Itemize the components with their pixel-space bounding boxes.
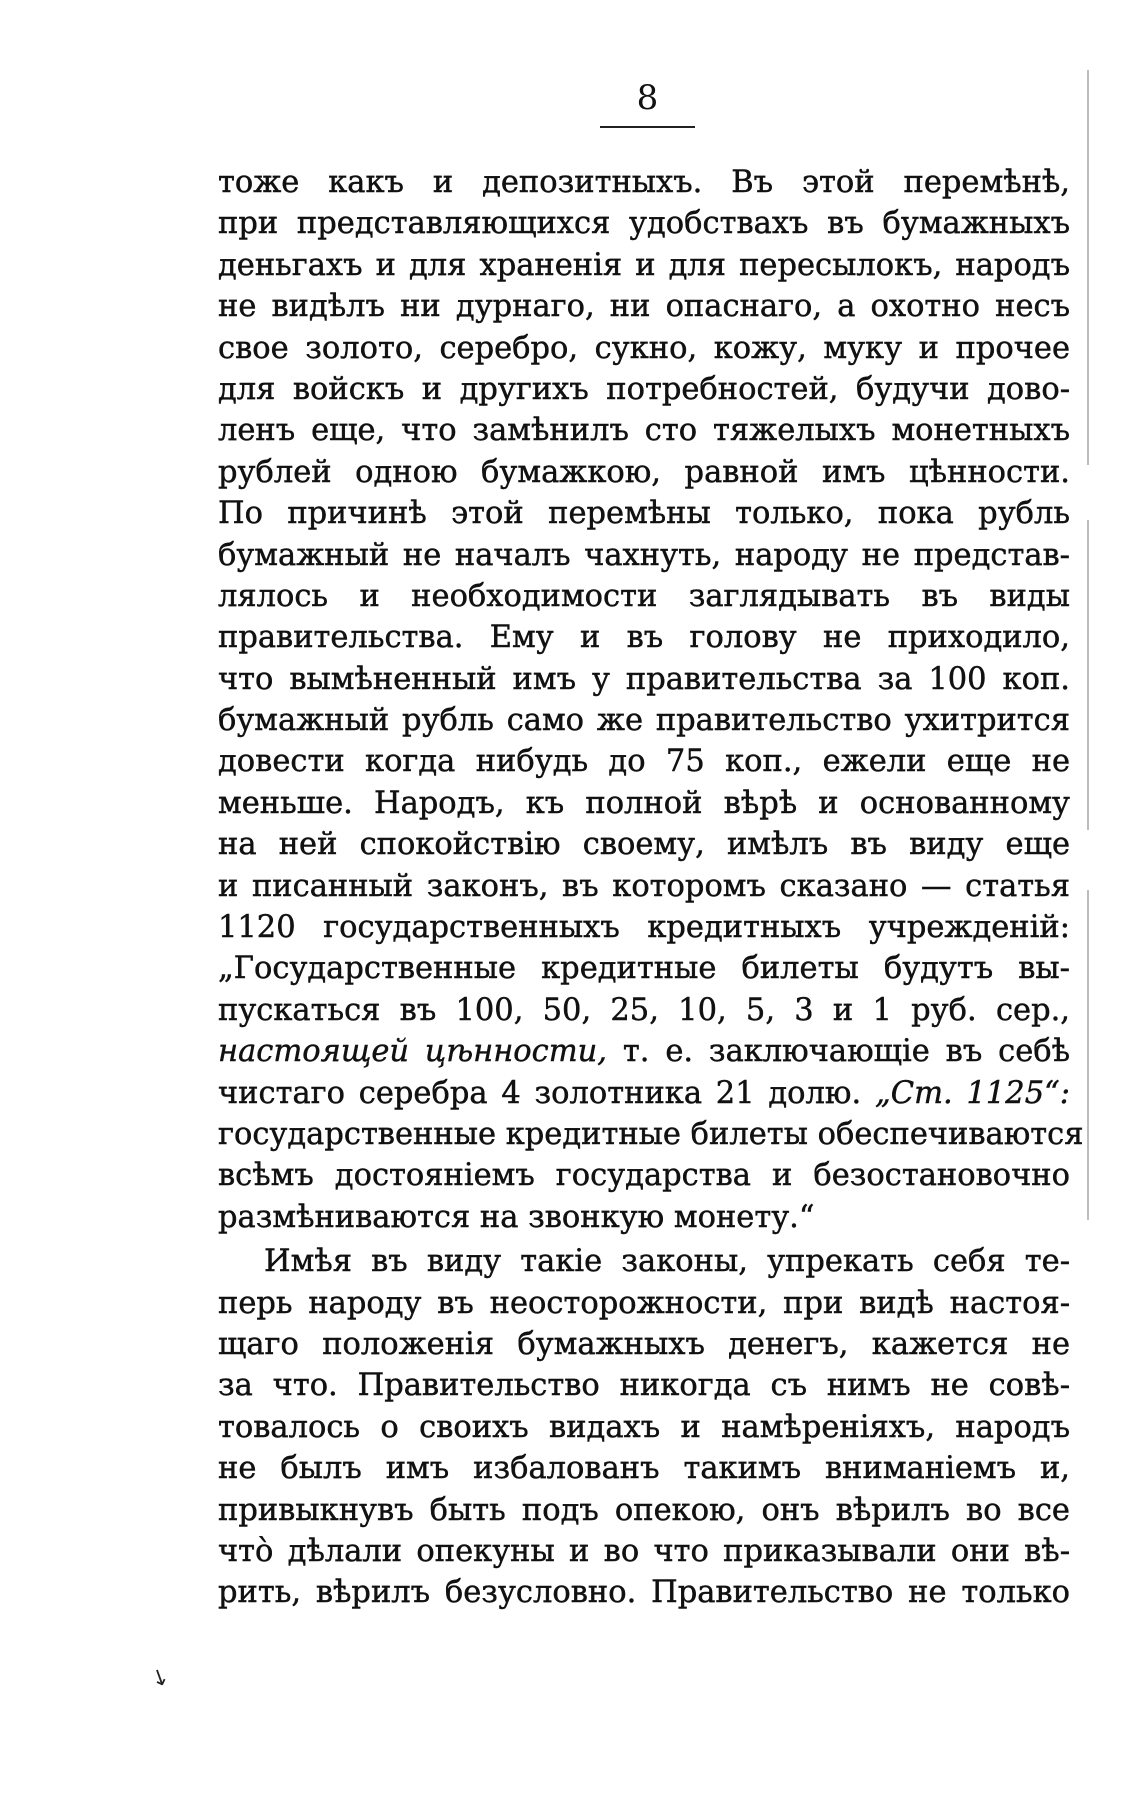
- text-line: рублей одною бумажкою, равной имъ цѣнности.: [218, 454, 1070, 490]
- scan-edge-line: [1087, 890, 1089, 1220]
- text-line: 1120 государственныхъ кредитныхъ учрежденій:: [218, 910, 1070, 946]
- text-line: при представляющихся удобствахъ въ бумажныхъ: [218, 206, 1070, 242]
- text-line: щаго положенія бумажныхъ денегъ, кажется не: [218, 1326, 1070, 1362]
- text-line: государственные кредитные билеты обеспечиваются: [218, 1116, 1084, 1152]
- italic-text: „Ст. 1125“:: [874, 1075, 1070, 1111]
- text-line: ленъ еще, что замѣнилъ сто тяжелыхъ монетныхъ: [218, 413, 1070, 449]
- scan-edge-line: [1087, 70, 1089, 465]
- text-line: бумажный не началъ чахнуть, народу не представ-: [218, 537, 1070, 573]
- text-line: размѣниваются на звонкую монету.“: [218, 1199, 815, 1235]
- text-line: деньгахъ и для храненія и для пересылокъ, народъ: [218, 247, 1070, 283]
- text-line: Имѣя въ виду такіе законы, упрекать себя те-: [264, 1244, 1070, 1280]
- text-line: не былъ имъ избалованъ такимъ вниманіемъ и,: [218, 1451, 1070, 1487]
- text-line: лялось и необходимости заглядывать въ виды: [218, 578, 1070, 614]
- body-text: [218, 162, 1084, 1614]
- text-line: довести когда нибудь до 75 коп., ежели еще не: [218, 744, 1070, 780]
- text-line: правительства. Ему и въ голову не приходило,: [218, 620, 1070, 656]
- text-line: всѣмъ достояніемъ государства и безостановочно: [218, 1158, 1070, 1194]
- text-line: что вымѣненный имъ у правительства за 100 коп.: [218, 661, 1070, 697]
- text-line: перь народу въ неосторожности, при видѣ настоя-: [218, 1285, 1070, 1321]
- text-line: и писанный законъ, въ которомъ сказано — статья: [218, 868, 1070, 904]
- text-line: для войскъ и другихъ потребностей, будучи дово-: [218, 371, 1070, 407]
- text-line: на ней спокойствію своему, имѣлъ въ виду еще: [218, 827, 1070, 863]
- text-line: „Государственные кредитные билеты будутъ вы-: [218, 951, 1070, 987]
- text-line: бумажный рубль само же правительство ухитрится: [218, 703, 1070, 739]
- text-line: свое золото, серебро, сукно, кожу, муку и прочее: [218, 330, 1070, 366]
- text-line: что̀ дѣлали опекуны и во что приказывали они вѣ-: [218, 1533, 1070, 1569]
- text-line: рить, вѣрилъ безусловно. Правительство не только: [218, 1575, 1070, 1611]
- text-line: за что. Правительство никогда съ нимъ не совѣ-: [218, 1368, 1070, 1404]
- text-line: тоже какъ и депозитныхъ. Въ этой перемѣнѣ,: [218, 165, 1070, 200]
- text-line: товалось о своихъ видахъ и намѣреніяхъ, народъ: [218, 1409, 1070, 1445]
- text-line: привыкнувъ быть подъ опекою, онъ вѣрилъ во все: [218, 1492, 1070, 1528]
- text-line-with-italic: чистаго серебра 4 золотника 21 долю. „Ст. 1125“:: [218, 1075, 1070, 1111]
- text-line: По причинѣ этой перемѣны только, пока рубль: [218, 496, 1070, 532]
- corner-arrow-mark: ↘: [145, 1662, 174, 1693]
- italic-text: настоящей цѣнности,: [218, 1034, 608, 1070]
- text-line: не видѣлъ ни дурнаго, ни опаснаго, а охотно несъ: [218, 289, 1070, 325]
- text-line: меньше. Народъ, къ полной вѣрѣ и основанному: [218, 785, 1070, 821]
- page-number: 8: [636, 78, 659, 118]
- scan-edge-line: [1087, 520, 1089, 830]
- text-line-with-italic: настоящей цѣнности, т. е. заключающіе въ себѣ: [218, 1034, 1070, 1070]
- page-number-rule: [600, 126, 695, 128]
- text-line: пускаться въ 100, 50, 25, 10, 5, 3 и 1 руб. сер.,: [218, 992, 1070, 1028]
